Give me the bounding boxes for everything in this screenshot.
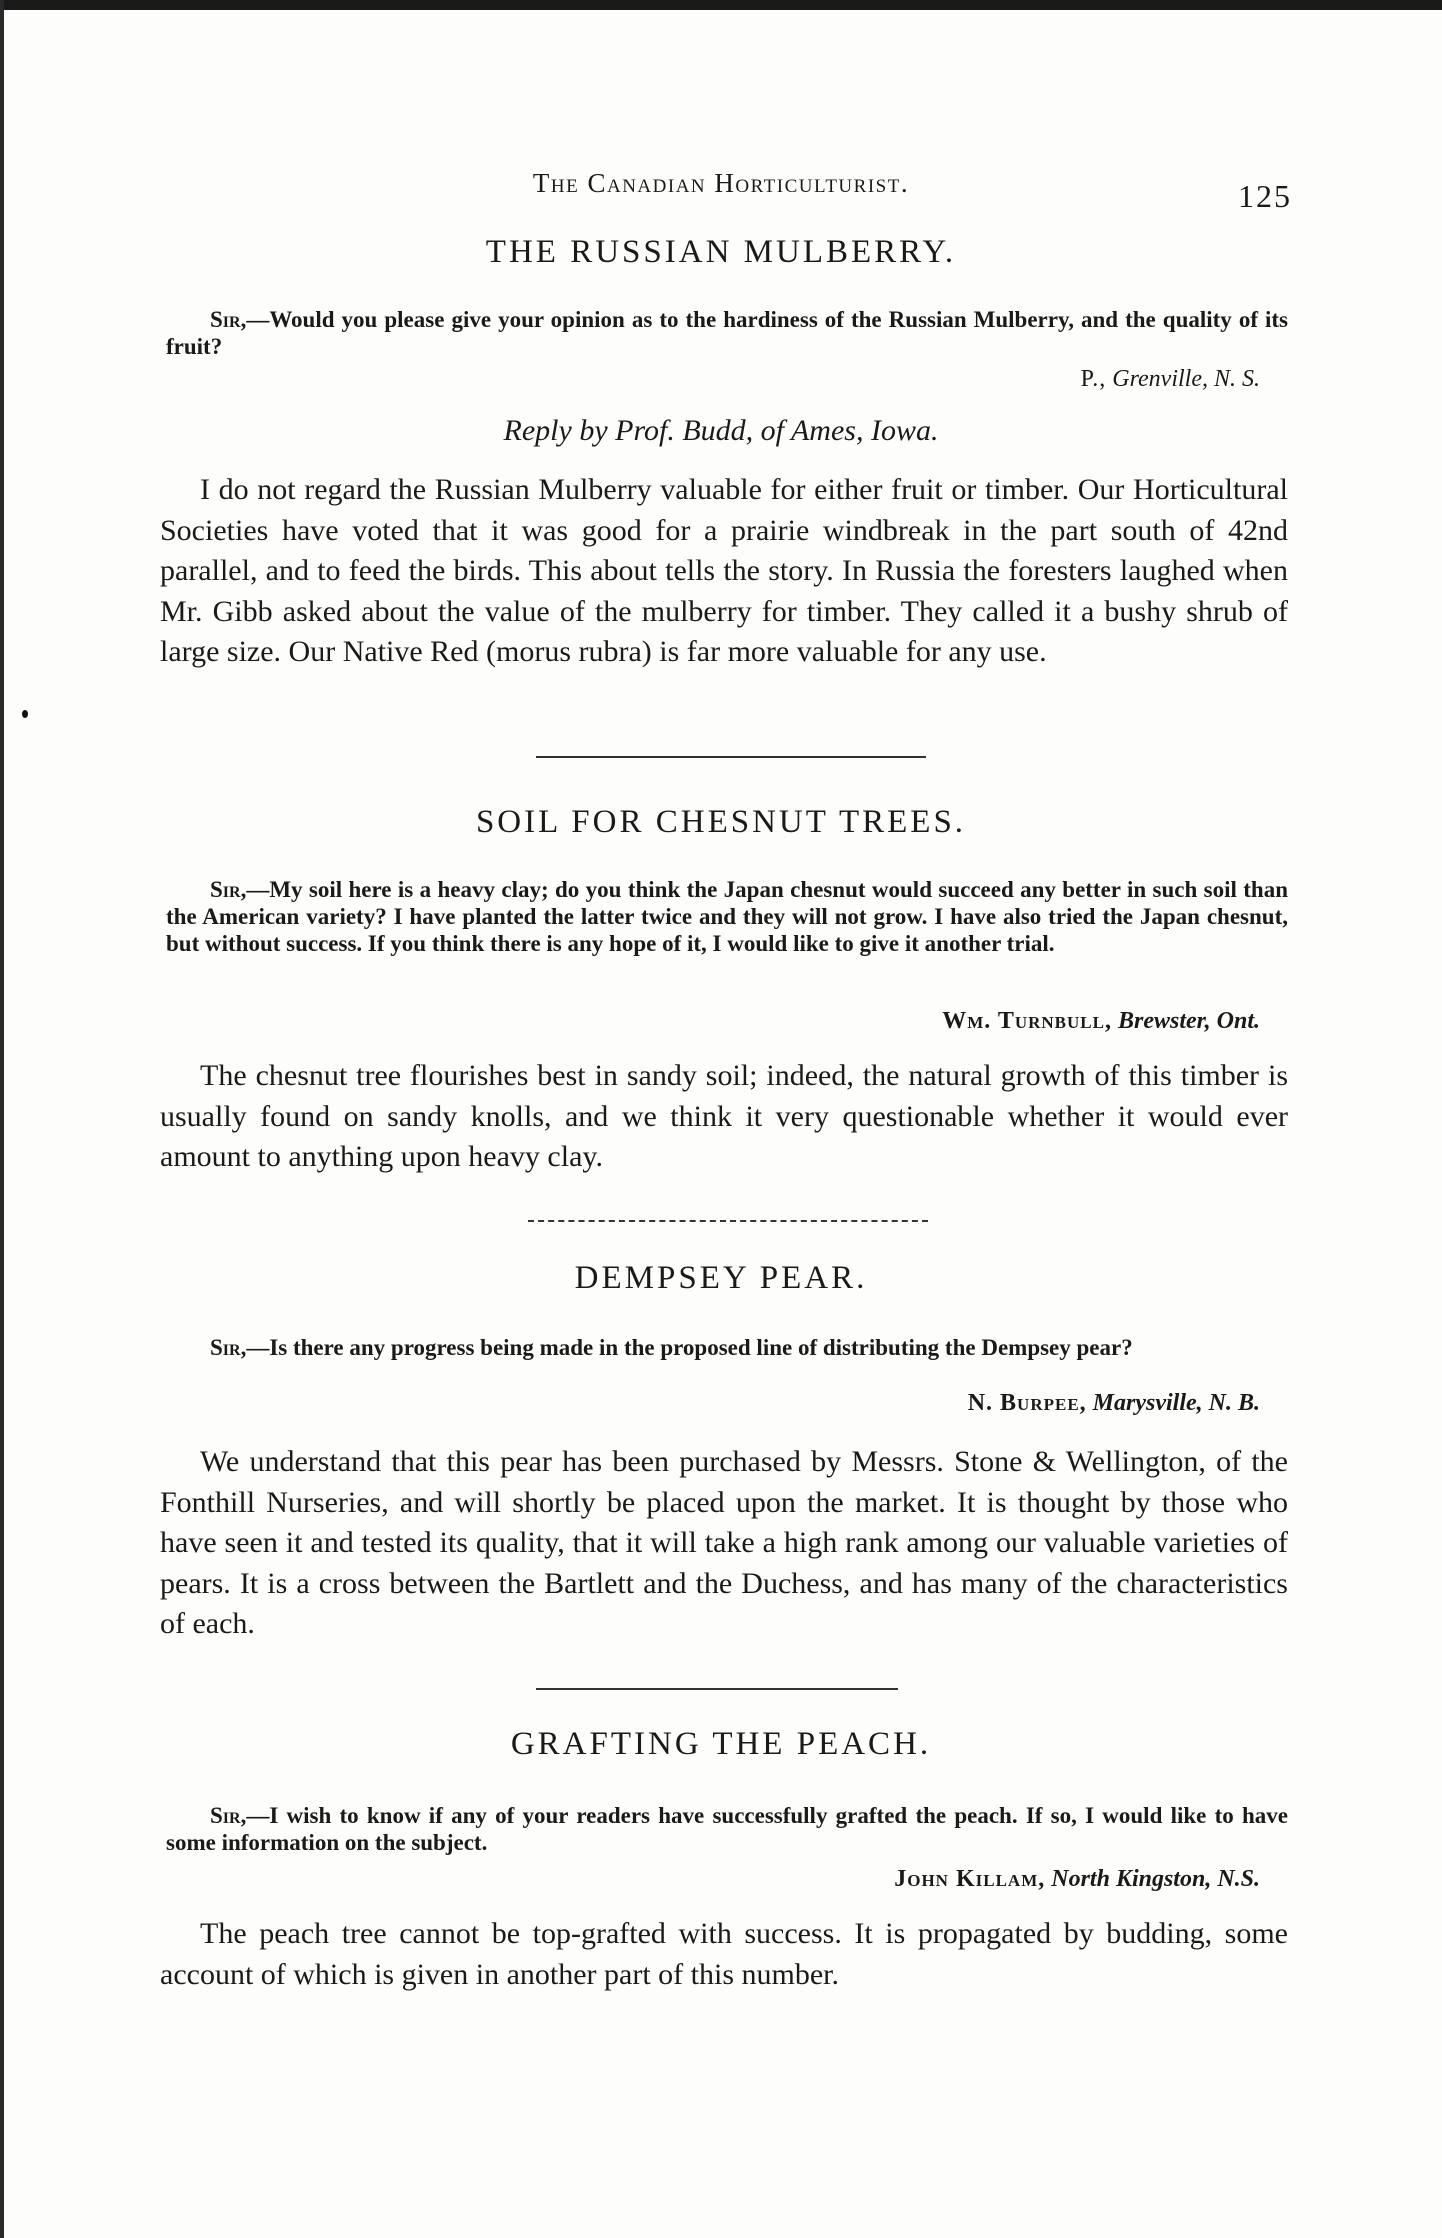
section-heading: THE RUSSIAN MULBERRY. (485, 234, 957, 270)
section-heading: GRAFTING THE PEACH. (510, 1726, 932, 1762)
signature-name: John Killam, (894, 1866, 1046, 1892)
reply-text: The peach tree cannot be top-grafted with success. It is propagated by budding, some account of which is given in another part of this number. (160, 1917, 1288, 1991)
signature-name: N. Burpee, (967, 1390, 1087, 1416)
signature-name: Wm. Turnbull, (942, 1008, 1112, 1034)
reply-text: We understand that this pear has been purchased by Messrs. Stone & Wellington, of the Fonthill Nurseries, and will shortly be placed upon the market. It is thought by those who have seen it and tested its quality, that it will take a high rank among our valuable varieties of pears. It is a cross between the Bartlett and the Duchess, and has many of the characteristics of each. (160, 1445, 1288, 1640)
signature-place: North Kingston, N.S. (1051, 1866, 1260, 1892)
letter-signature (1081, 366, 1260, 393)
section-heading: SOIL FOR CHESNUT TREES. (475, 804, 967, 840)
salutation: Sir, (210, 877, 247, 902)
signature-place: Brewster, Ont. (1117, 1008, 1260, 1034)
signature-place: Grenville, N. S. (1112, 366, 1260, 392)
page-top-border (0, 0, 1442, 10)
signature-name: P., (1080, 366, 1107, 392)
salutation: Sir, (210, 1335, 247, 1360)
page-left-border (0, 0, 4, 2238)
letter-body: —Is there any progress being made in the proposed line of distributing the Dempsey pear? (246, 1335, 1133, 1360)
section-divider (536, 1688, 898, 1690)
salutation: Sir, (210, 1803, 247, 1828)
salutation: Sir, (210, 307, 247, 332)
section-heading: DEMPSEY PEAR. (574, 1260, 868, 1296)
letter-text (166, 1802, 1288, 1856)
reply-text: The chesnut tree flourishes best in sandy soil; indeed, the natural growth of this timber is usually found on sandy knolls, and we think it very questionable whether it would ever amount to anything upon heavy clay. (160, 1059, 1288, 1173)
page-number: 125 (1238, 178, 1292, 214)
reply-text: I do not regard the Russian Mulberry valuable for either fruit or timber. Our Horticultural Societies have voted that it was good for a prairie windbreak in the part south of 42nd parallel, and to feed the birds. This about tells the story. In Russia the foresters laughed when Mr. Gibb asked about the value of the mulberry for timber. They called it a bushy shrub of large size. Our Native Red (morus rubra) is far more valuable for any use. (160, 473, 1288, 668)
signature-place: Marysville, N. B. (1092, 1390, 1260, 1416)
reply-byline: Reply by Prof. Budd, of Ames, Iowa. (503, 414, 939, 447)
letter-signature (942, 1008, 1260, 1035)
ink-speck (22, 710, 28, 718)
section-divider (528, 1220, 928, 1222)
letter-body: —Would you please give your opinion as to the hardiness of the Russian Mulberry, and the quality of its fruit? (166, 307, 1288, 359)
letter-text (166, 876, 1288, 957)
letter-signature (968, 1390, 1260, 1417)
section-divider (536, 756, 926, 758)
letter-body: —I wish to know if any of your readers have successfully grafted the peach. If so, I would like to have some information on the subject. (166, 1803, 1288, 1855)
letter-text (166, 1334, 1288, 1361)
letter-text (166, 306, 1288, 360)
letter-signature (894, 1866, 1260, 1893)
letter-body: —My soil here is a heavy clay; do you think the Japan chesnut would succeed any better in such soil than the American variety? I have planted the latter twice and they will not grow. I have also tried the Japan chesnut, but without success. If you think there is any hope of it, I would like to give it another trial. (166, 877, 1288, 956)
running-head: The Canadian Horticulturist. (532, 168, 910, 198)
